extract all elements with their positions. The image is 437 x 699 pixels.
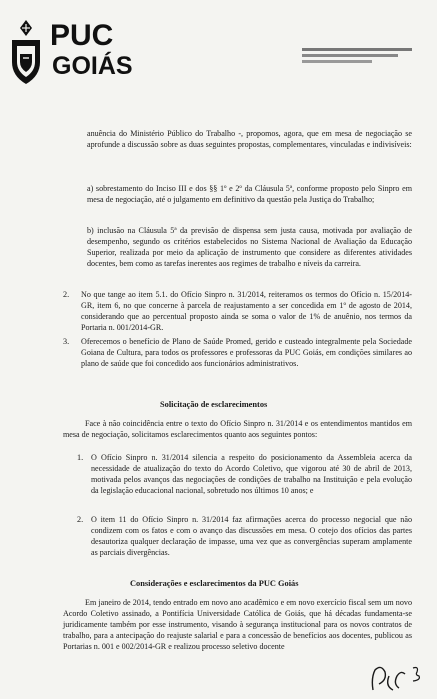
logo-goias: GOIÁS: [52, 52, 133, 80]
item-3-text: Oferecemos o benefício de Plano de Saúde Promed, gerido e custeado integralmente pela Sociedade Goiana de Cultura, para todos os professores e professoras da PUC Goiás, em condições similares ao plano de saúde que foi concedido aos funcionários administrativos.: [81, 337, 412, 369]
question-2-number: 2.: [77, 515, 84, 524]
heading-consideracoes: Considerações e esclarecimentos da PUC Goiás: [130, 579, 299, 588]
puc-goias-logo: [6, 18, 146, 98]
question-1-number: 1.: [77, 453, 84, 462]
item-a: a) sobrestamento do Inciso III e dos §§ 1º e 2º da Cláusula 5ª, conforme proposto pelo Sinpro em mesa de negociação, até o julgamento em definitivo da questão pela Justiça do Trabalho;: [87, 184, 412, 205]
item-2-text: No que tange ao item 5.1. do Ofício Sinpro n. 31/2014, reiteramos os termos do Ofício n. 15/2014-GR, item 6, no que concerne à parcela de reajustamento a ser concedida em 1º de agosto de 2014, considerando que ao percentual proposto ainda se soma o valor de 1% de anuênio, nos termos da Portaria n. 001/2014-GR.: [81, 290, 412, 333]
question-2-text: O item 11 do Ofício Sinpro n. 31/2014 faz afirmações acerca do processo negocial que não condizem com os fatos e com o avanço das discussões em mesa. O cotejo dos ofícios das partes desautoriza qualquer declaração de impasse, uma vez que as convergências superam amplamente as parciais divergências.: [91, 515, 412, 558]
item-b: b) inclusão na Cláusula 5ª da previsão de dispensa sem justa causa, motivada por avaliação de desempenho, segundo os critérios estabelecidos no Sistema Nacional de Avaliação da Educação Superior, realizada por meio da aplicação de instrumento que considere as diferentes atividades docentes, bem como as tarefas inerentes aos regimes de trabalho e níveis da carreira.: [87, 226, 412, 269]
paragraph-consideracoes: Em janeiro de 2014, tendo entrado em novo ano acadêmico e em novo exercício fiscal sem um novo Acordo Coletivo assinado, a Pontifícia Universidade Católica de Goiás, que há décadas fundamenta-se juridicamente também por esse instrumento, visando à segurança institucional para os novos contratos de trabalho, para a antecipação do reajuste salarial e para a concessão de benefícios aos docentes, publicou as Portarias n. 001 e 002/2014-GR e realizou processo seletivo docente: [63, 598, 412, 652]
university-crest-icon: [6, 18, 46, 90]
item-2-number: 2.: [63, 290, 70, 299]
question-1-text: O Ofício Sinpro n. 31/2014 silencia a respeito do posicionamento da Assembleia acerca da necessidade de atualização do texto do Acordo Coletivo, que vigorou até 30 de abril de 2013, motivada pelos avanços das negociações de condições de trabalho na Instituição e pela evolução da legislação educacional nacional, sobretudo nos últimos 10 anos; e: [91, 453, 412, 496]
paragraph-esclarecimentos: Face à não coincidência entre o texto do Ofício Sinpro n. 31/2014 e os entendimentos mantidos em mesa de negociação, solicitamos esclarecimentos quanto aos seguintes pontos:: [63, 419, 412, 440]
paragraph-intro: anuência do Ministério Público do Trabalho -, propomos, agora, que em mesa de negociação se aprofunde a discussão sobre as duas seguintes propostas, complementares, vinculadas e indivisíveis:: [87, 129, 412, 150]
handwritten-initials-signature: [367, 662, 431, 696]
logo-puc: PUC: [50, 19, 114, 52]
protocol-stamp: [302, 40, 414, 76]
item-3-number: 3.: [63, 337, 70, 346]
heading-solicitacao: Solicitação de esclarecimentos: [160, 400, 268, 409]
